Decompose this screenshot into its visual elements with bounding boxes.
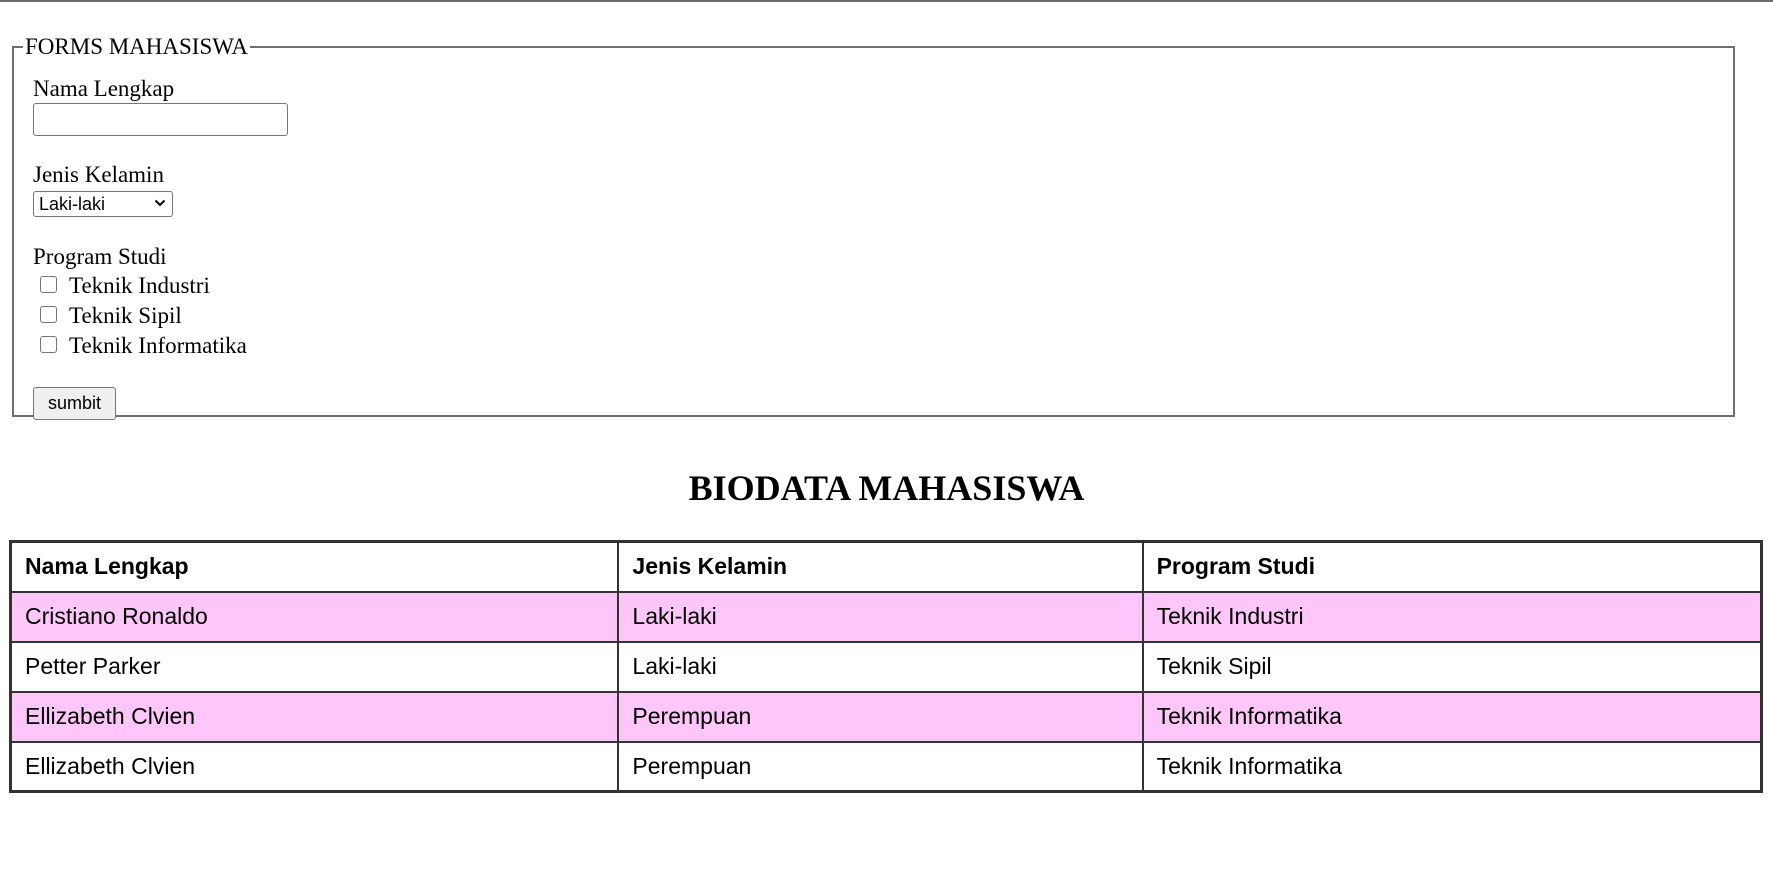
- submit-button[interactable]: sumbit: [33, 387, 116, 420]
- checkbox-teknik-sipil[interactable]: [40, 306, 57, 323]
- table-row: [11, 742, 1762, 792]
- cell-nama: Petter Parker: [11, 642, 619, 692]
- chevron-down-icon: [154, 196, 166, 210]
- cell-program-studi: Teknik Sipil: [1143, 642, 1762, 692]
- form-legend: FORMS MAHASISWA: [25, 34, 249, 59]
- gender-select-value: Laki-laki: [39, 194, 106, 214]
- cell-jenis-kelamin: Laki-laki: [618, 592, 1142, 642]
- table-row: [11, 592, 1762, 642]
- cell-nama: Ellizabeth Clvien: [11, 742, 619, 792]
- cell-nama: Cristiano Ronaldo: [11, 592, 619, 642]
- checkbox-label-teknik-informatika: Teknik Informatika: [69, 333, 247, 358]
- top-divider: [0, 0, 1773, 2]
- cell-jenis-kelamin: Perempuan: [618, 692, 1142, 742]
- cell-jenis-kelamin: Perempuan: [618, 742, 1142, 792]
- cell-program-studi: Teknik Informatika: [1143, 742, 1762, 792]
- table-row: [11, 692, 1762, 742]
- checkbox-label-teknik-industri: Teknik Industri: [69, 273, 210, 298]
- cell-program-studi: Teknik Informatika: [1143, 692, 1762, 742]
- student-form: [12, 36, 1735, 417]
- program-label: Program Studi: [33, 244, 167, 269]
- cell-program-studi: Teknik Industri: [1143, 592, 1762, 642]
- gender-select[interactable]: [33, 191, 173, 217]
- name-input[interactable]: [33, 103, 288, 136]
- checkbox-label-teknik-sipil: Teknik Sipil: [69, 303, 182, 328]
- page-title: BIODATA MAHASISWA: [688, 468, 1085, 508]
- table-row: [11, 642, 1762, 692]
- checkbox-teknik-informatika[interactable]: [40, 336, 57, 353]
- header-jenis-kelamin: Jenis Kelamin: [618, 542, 1142, 592]
- cell-nama: Ellizabeth Clvien: [11, 692, 619, 742]
- header-program-studi: Program Studi: [1143, 542, 1762, 592]
- header-nama-lengkap: Nama Lengkap: [11, 542, 619, 592]
- cell-jenis-kelamin: Laki-laki: [618, 642, 1142, 692]
- gender-label: Jenis Kelamin: [33, 162, 164, 187]
- name-label: Nama Lengkap: [33, 76, 175, 101]
- checkbox-teknik-industri[interactable]: [40, 276, 57, 293]
- table-header-row: [11, 542, 1762, 592]
- biodata-table: [9, 540, 1763, 793]
